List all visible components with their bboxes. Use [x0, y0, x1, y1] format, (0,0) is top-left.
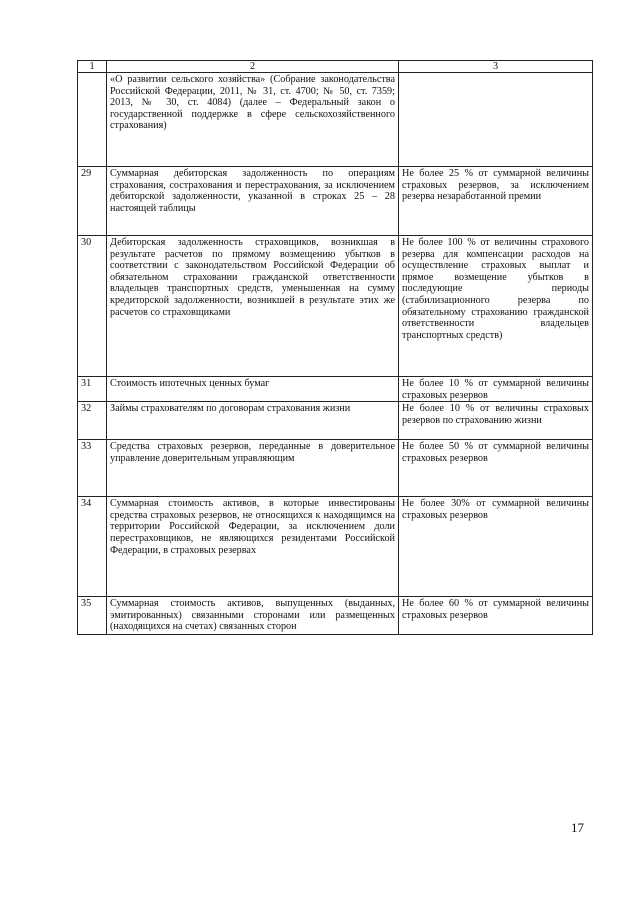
table-row — [78, 497, 593, 597]
row-description: Стоимость ипотечных ценных бумаг — [107, 377, 399, 402]
column-header: 1 — [78, 61, 107, 73]
page-number: 17 — [571, 820, 584, 835]
row-description: Займы страхователям по договорам страхования жизни — [107, 402, 399, 440]
row-limit: Не более 50 % от суммарной величины страховых резервов — [399, 440, 593, 497]
row-limit: Не более 30% от суммарной величины страховых резервов — [399, 497, 593, 597]
row-limit: Не более 10 % от суммарной величины страховых резервов — [399, 377, 593, 402]
row-number: 34 — [78, 497, 107, 597]
row-number: 31 — [78, 377, 107, 402]
row-number: 30 — [78, 236, 107, 377]
row-description: Суммарная стоимость активов, выпущенных (выданных, эмитированных) связанными сторонами или размещенных (находящихся на счетах) связанных сторон — [107, 597, 399, 635]
table-header-row — [78, 61, 593, 73]
table-row — [78, 597, 593, 635]
row-number: 29 — [78, 167, 107, 236]
row-limit: Не более 10 % от величины страховых резервов по страхованию жизни — [399, 402, 593, 440]
row-description: Суммарная стоимость активов, в которые инвестированы средства страховых резервов, не относящихся к находящимся на территории Российской Федерации, за исключением доли перестраховщиков, не являющихся резидентами Российской Федерации, в страховых резервах — [107, 497, 399, 597]
column-header: 3 — [399, 61, 593, 73]
table-row — [78, 167, 593, 236]
table-row — [78, 440, 593, 497]
table-row — [78, 73, 593, 167]
row-description: Суммарная дебиторская задолженность по операциям страхования, сострахования и перестрахования, за исключением дебиторской задолженности, указанной в строках 25 – 28 настоящей таблицы — [107, 167, 399, 236]
table-row — [78, 402, 593, 440]
row-description: «О развитии сельского хозяйства» (Собрание законодательства Российской Федерации, 2011, № 31, ст. 4700; № 50, ст. 7359; 2013, № 30, ст. 4084) (далее – Федеральный закон о государственной поддержке в сфере сельскохозяйственного страхования) — [107, 73, 399, 167]
row-number — [78, 73, 107, 167]
table-row — [78, 236, 593, 377]
row-limit: Не более 25 % от суммарной величины страховых резервов, за исключением резерва незаработанной премии — [399, 167, 593, 236]
row-description: Средства страховых резервов, переданные в доверительное управление доверительным управляющим — [107, 440, 399, 497]
row-number: 35 — [78, 597, 107, 635]
row-number: 33 — [78, 440, 107, 497]
limits-table — [77, 60, 593, 635]
row-number: 32 — [78, 402, 107, 440]
row-limit: Не более 60 % от суммарной величины страховых резервов — [399, 597, 593, 635]
table-row — [78, 377, 593, 402]
row-limit — [399, 73, 593, 167]
row-description: Дебиторская задолженность страховщиков, возникшая в результате расчетов по прямому возмещению убытков в соответствии с законодательством Российской Федерации об обязательном страховании гражданской ответственности владельцев транспортных средств, уменьшенная на сумму кредиторской задолженности, возникшей в результате этих же расчетов со страховщиками — [107, 236, 399, 377]
row-limit: Не более 100 % от величины страхового резерва для компенсации расходов на осуществление страховых выплат и прямое возмещение убытков в последующие периоды (стабилизационного резерва по обязательному страхованию гражданской ответственности владельцев транспортных средств) — [399, 236, 593, 377]
column-header: 2 — [107, 61, 399, 73]
